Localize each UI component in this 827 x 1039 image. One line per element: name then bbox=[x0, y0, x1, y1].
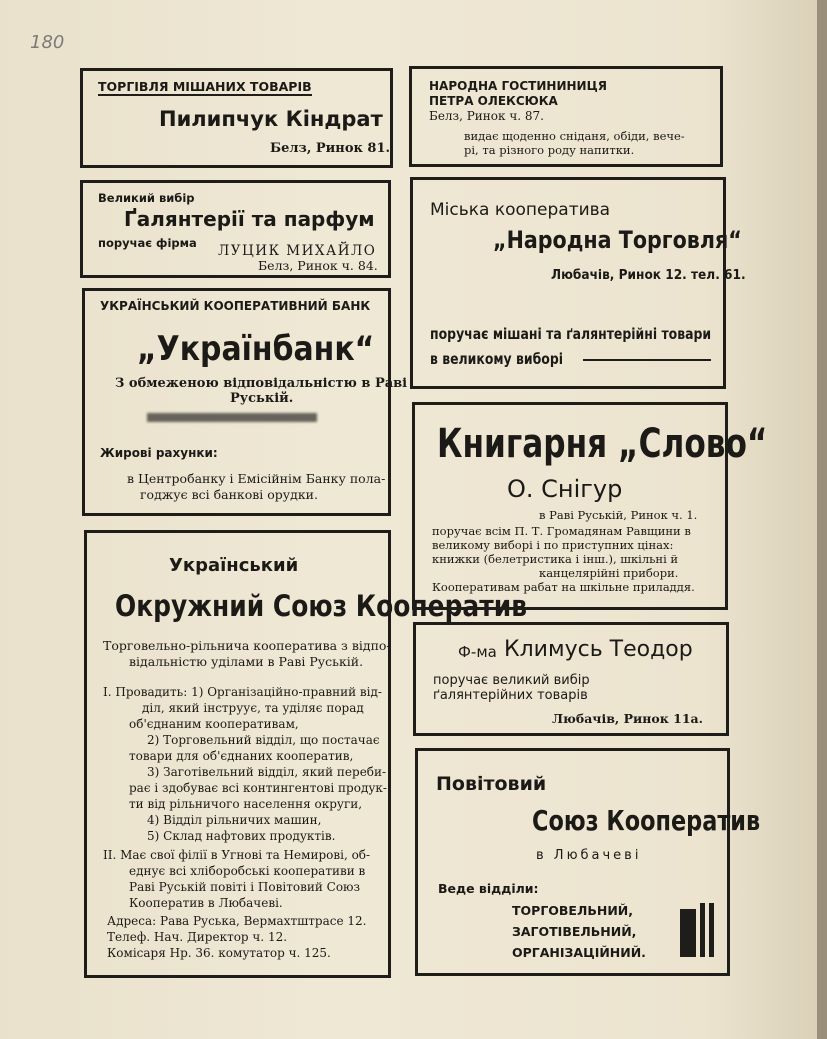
ad-line: рає і здобуває всі контингентові продук- bbox=[129, 781, 387, 795]
ad-name: Пилипчук Кіндрат bbox=[159, 107, 383, 131]
ad-text: видає щоденно сніданя, обіди, вечe- bbox=[464, 129, 685, 143]
cooperative-emblem-icon bbox=[680, 903, 716, 959]
ad-line: діл, який інструує, та уділяє порад bbox=[142, 701, 364, 715]
ad-name: О. Снігур bbox=[507, 475, 623, 503]
ad-address: в Раві Руській, Ринок ч. 1. bbox=[539, 508, 698, 522]
ad-line: канцелярійні прибори. bbox=[539, 566, 679, 580]
ad-name: ЛУЦИК МИХАЙЛО bbox=[218, 243, 377, 259]
ad-subtitle: З обмеженою відповідальністю в Раві bbox=[115, 376, 408, 391]
ad-dept: ТОРГОВЕЛЬНИЙ, bbox=[512, 903, 634, 918]
ad-title: Союз Кооператив bbox=[532, 804, 761, 837]
ad-name: „Українбанк“ bbox=[137, 329, 375, 369]
ad-line: Кооператив в Любачеві. bbox=[129, 896, 283, 910]
ad-narodna-torhovlia bbox=[410, 177, 746, 389]
ad-title: Книгарня „Слово“ bbox=[437, 421, 768, 467]
ad-line: великому виборі і по приступних цінах: bbox=[432, 538, 674, 552]
ad-prefix: Ф-ма bbox=[458, 643, 497, 661]
ad-offer: поручає мішані та ґалянтерійні товари bbox=[430, 325, 712, 343]
ad-phone: Комісаря Нр. 36. комутатор ч. 125. bbox=[107, 946, 331, 960]
ad-text: рі, та різного роду напитки. bbox=[464, 143, 635, 157]
ad-offer: в великому виборі bbox=[430, 350, 564, 368]
ad-address: Любачів, Ринок 12. тел. 61. bbox=[551, 267, 746, 283]
ad-line: об'єднаним кооперативам, bbox=[129, 717, 299, 731]
ad-klymus bbox=[413, 622, 729, 736]
ad-dept: ЗАГОТІВЕЛЬНИЙ, bbox=[512, 924, 637, 939]
ad-line: ґалянтерійних товарів bbox=[433, 688, 588, 703]
ad-line: товари для об'єднаних кооператив, bbox=[129, 749, 354, 763]
ad-title: Ґалянтерії та парфум bbox=[124, 207, 375, 231]
ad-subtitle: Руській. bbox=[230, 391, 294, 406]
smudged-text bbox=[147, 413, 317, 422]
ad-line: 4) Відділ рільничих машин, bbox=[147, 813, 322, 827]
ad-header: ТОРГІВЛЯ МІШАНИХ ТОВАРІВ bbox=[98, 79, 312, 94]
rule-line bbox=[583, 359, 711, 361]
ad-phone: Телеф. Нач. Директор ч. 12. bbox=[107, 930, 288, 944]
ad-trade-pylypchuk bbox=[80, 68, 393, 168]
ad-line: 2) Торговельний відділ, що постачає bbox=[147, 733, 380, 747]
ad-line: 5) Склад нафтових продуктів. bbox=[147, 829, 336, 843]
ad-address: Любачів, Ринок 11а. bbox=[552, 711, 703, 726]
ad-text: годжує всі банкові орудки. bbox=[140, 487, 318, 502]
ad-title: Український bbox=[169, 555, 299, 576]
ad-line: поручає фірма bbox=[98, 236, 197, 250]
ad-address: Белз, Ринок 81. bbox=[270, 141, 391, 156]
page-number: 180 bbox=[30, 32, 65, 53]
ad-dept: ОРГАНІЗАЦІЙНИЙ. bbox=[512, 945, 646, 960]
ad-name: Климусь Теодор bbox=[504, 637, 693, 662]
ad-line: I. Провадить: 1) Організаційно-правний від- bbox=[103, 685, 382, 699]
page-edge bbox=[817, 0, 827, 1039]
ad-header: УКРАЇНСЬКИЙ КООПЕРАТИВНИЙ БАНК bbox=[100, 299, 371, 313]
ad-line: поручає великий вибір bbox=[433, 673, 590, 688]
ad-line: Раві Руській повіті і Повітовий Союз bbox=[129, 880, 361, 894]
ad-ukrainbank bbox=[82, 288, 408, 516]
ad-header: ПЕТРА ОЛЕКСЮКА bbox=[429, 94, 558, 108]
ad-address: Адреса: Рава Руська, Вермахтштрасе 12. bbox=[107, 914, 367, 928]
ad-place: в Любачеві bbox=[536, 848, 642, 863]
ad-line: 3) Заготівельний відділ, який переби- bbox=[147, 765, 387, 779]
ad-line: II. Має свої філії в Угнові та Немирові, об- bbox=[103, 848, 371, 862]
ad-title: „Народна Торговля“ bbox=[493, 226, 742, 254]
ad-line: еднує всі хліборобські кооперативи в bbox=[129, 864, 366, 878]
ad-address: Белз, Ринок ч. 87. bbox=[429, 109, 544, 123]
ad-desc: відальністю уділами в Раві Руській. bbox=[129, 654, 364, 669]
ad-label: Веде відділи: bbox=[438, 881, 539, 896]
ad-inn-oleksiuk bbox=[409, 66, 723, 167]
ad-county-cooperative-union bbox=[415, 748, 761, 976]
ad-line: книжки (белетристика і інш.), шкільні й bbox=[432, 552, 679, 566]
ad-line: Міська кооператива bbox=[430, 200, 611, 220]
ad-line: поручає всім П. Т. Громадянам Равщини в bbox=[432, 524, 691, 538]
ad-line: ти від рільничого населення округи, bbox=[129, 797, 363, 811]
ad-bookstore-slovo bbox=[412, 402, 768, 610]
ad-address: Белз, Ринок ч. 84. bbox=[258, 258, 378, 273]
ad-line: Великий вибір bbox=[98, 191, 195, 205]
ad-header: НАРОДНА ГОСТИНИНИЦЯ bbox=[429, 79, 607, 93]
ad-label: Жирові рахунки: bbox=[100, 446, 218, 460]
ad-haberdashery-lutsyk bbox=[80, 180, 391, 278]
ad-note: Кооперативам рабат на шкільне приладдя. bbox=[432, 580, 695, 594]
ad-title: Окружний Союз Кооператив bbox=[115, 589, 527, 623]
ad-title: Повітовий bbox=[436, 773, 547, 795]
ad-desc: Торговельно-рільнича кооператива з відпо- bbox=[103, 638, 391, 653]
ad-text: в Центробанку і Емісійнім Банку пола- bbox=[127, 471, 386, 486]
